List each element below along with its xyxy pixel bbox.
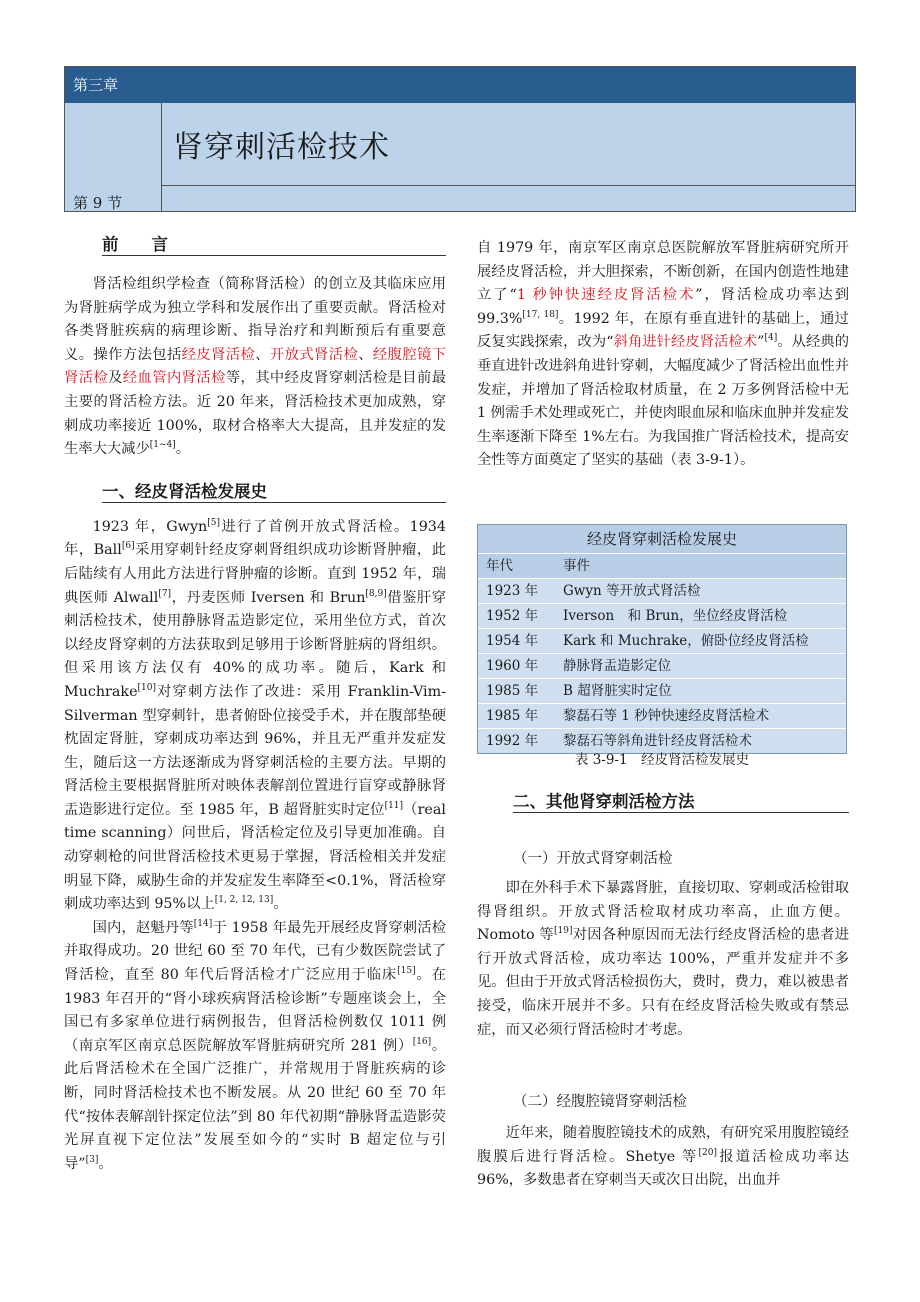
table-header-row — [478, 554, 846, 579]
right-column-bottom — [477, 790, 849, 1193]
text-run: 对因各种原因而无法行经皮肾活检的患者进行开放式肾活检，成功率达 100%，严重并发症并不多见。但由于开放式肾活检损伤大，费时，费力，难以被患者接受，临床开展并不多。只有在经皮肾活检失败或有禁忌症，而又必须行肾活检时才考虑。 — [477, 927, 850, 1038]
citation: [20] — [698, 1147, 717, 1158]
chapter-header — [64, 66, 856, 212]
text-run: 近年来，随着腹腔镜技术的成熟，有研究采用腹腔镜经腹膜后进行肾活检。Shetye 等 — [477, 1125, 849, 1165]
section1-paragraph-2 — [64, 917, 446, 1177]
text-run: 、 — [358, 346, 373, 363]
text-run: 报道活检成功率达 96%，多数患者在穿刺当天或次日出院，出血并 — [477, 1148, 850, 1189]
text-run: 。1992 年，在原有垂直进针的基础上，通过反复实践探索，改为“ — [477, 310, 849, 351]
section2-heading: 二、其他肾穿刺活检方法 — [477, 790, 849, 814]
table-cell-event: B 超肾脏实时定位 — [563, 683, 672, 699]
text-run: ”，肾活检成功率达到 99.3% — [477, 287, 849, 327]
text-run: ，丹麦医师 Iversen 和 Brun — [171, 589, 366, 606]
text-run: 。 — [175, 441, 191, 458]
text-run: 采用穿刺针经皮穿刺肾组织成功诊断肾肿瘤，此后陆续有人用此方法进行肾肿瘤的诊断。直到 1952 年，瑞典医师 Alwall — [64, 542, 446, 606]
citation: [17, 18] — [522, 310, 559, 321]
highlighted-term: 经腹腔镜下肾活检 — [64, 346, 447, 387]
table-row — [478, 704, 846, 729]
citation: [8,9] — [365, 588, 387, 599]
preface-heading: 前 言 — [64, 233, 446, 257]
text-run: 国内，赵魁丹等 — [92, 919, 194, 936]
text-run: 对穿刺方法作了改进：采用 Franklin-Vim-Silverman 型穿刺针，患者俯卧位接受手术，并在腹部垫硬枕固定肾脏，穿刺成功率达到 96%，并且无严重并发症发生，随后这一方法逐渐成为肾穿刺活检的主要方法。早期的肾活检主要根据肾脏所对映体表解剖位置进行盲穿或静脉肾盂造影进行定位。至 1985 年，B 超肾脏实时定位 — [64, 683, 446, 818]
table-cell-year: 1985 年 — [486, 683, 539, 699]
heading-underline — [513, 812, 849, 813]
highlighted-term: 经皮肾活检 — [181, 346, 256, 363]
section-label-cell — [65, 103, 162, 211]
chapter-label: 第三章 — [65, 67, 855, 103]
page-title: 肾穿刺活检技术 — [173, 130, 390, 165]
history-table — [477, 524, 847, 754]
table-row — [478, 679, 846, 704]
table-cell-event: 静脉肾盂造影定位 — [563, 658, 671, 674]
text-run: 1923 年，Gwyn — [92, 518, 208, 535]
text-run: （real time scanning）问世后，肾活检定位及引导更加准确。自动穿刺枪的问世肾活检技术更易于掌握，肾活检相关并发症明显下降，威胁生命的并发症发生率降至<0.1%，肾活检穿刺成功率达到 95%以上 — [64, 801, 446, 913]
open-biopsy-paragraph — [477, 877, 849, 1042]
table-row — [478, 604, 846, 629]
table-cell-year: 1985 年 — [486, 708, 539, 724]
citation: [11] — [384, 801, 404, 812]
section1-paragraph-1 — [64, 516, 446, 917]
table-cell-event: Gwyn 等开放式肾活检 — [563, 583, 701, 599]
text-run: 即在外科手术下暴露肾脏，直接切取、穿刺或活检钳取得肾组织。开放式肾活检取材成功率高，止血方便。Nomoto 等 — [477, 880, 849, 944]
table-row — [478, 654, 846, 679]
highlighted-term: 1 秒钟快速经皮肾活检术 — [516, 287, 696, 304]
citation: [10] — [137, 683, 157, 694]
table-caption: 表 3-9-1 经皮肾活检发展史 — [574, 752, 750, 768]
section-label: 第 9 节 — [73, 194, 123, 212]
text-run: 借鉴肝穿刺活检技术，使用静脉肾盂造影定位，采用坐位方式，首次以经皮肾穿刺的方法获取到足够用于诊断肾脏病的肾组织。但采用该方法仅有 40%的成功率。随后，Kark 和 Muchrake — [64, 589, 446, 700]
table-row — [478, 629, 846, 654]
table-body — [478, 579, 846, 753]
table-cell-year: 1992 年 — [486, 733, 539, 749]
text-run: 。 — [273, 896, 288, 913]
text-run: 于 1958 年最先开展经皮肾穿刺活检并取得成功。20 世纪 60 至 70 年代，已有少数医院尝试了肾活检，直至 80 年代后肾活检才广泛应用于临床 — [64, 919, 446, 984]
text-run: 。在 1983 年召开的“肾小球疾病肾活检诊断”专题座谈会上，全国已有多家单位进行病例报告，但肾活检例数仅 1011 例（南京军区南京总医院解放军肾脏病研究所 281 例） — [64, 967, 447, 1054]
heading-underline — [102, 502, 446, 503]
header-divider — [161, 185, 855, 186]
citation: [4] — [764, 333, 778, 344]
highlighted-term: 开放式肾活检 — [269, 346, 359, 363]
citation: [14] — [193, 919, 213, 930]
text-run: 。此后肾活检术在全国广泛推广，并常规用于肾脏疾病的诊断，同时肾活检技术也不断发展。从 20 世纪 60 至 70 年代“按体表解剖针探定位法”到 80 年代初期“静脉肾盂造影荧光屏直视下定位法”发展至如今的“实时 B 超定位与引导” — [64, 1037, 446, 1172]
text-run: 自 1979 年，南京军区南京总医院解放军肾脏病研究所开展经皮肾活检，并大胆探索，不断创新，在国内创造性地建立了“ — [477, 240, 849, 304]
subsection-open-biopsy: （一）开放式肾穿刺活检 — [513, 851, 673, 867]
section1-paragraph-3 — [477, 237, 849, 473]
left-column — [64, 233, 446, 1176]
table-cell-year: 1954 年 — [486, 633, 539, 649]
citation: [3] — [85, 1155, 99, 1166]
section1-heading: 一、经皮肾活检发展史 — [64, 480, 446, 504]
text-run: 等，其中经皮肾穿刺活检是目前最主要的肾活检方法。近 20 年来，肾活检技术更加成熟，穿刺成功率接近 100%，取材合格率大大提高，且并发症的发生率大大减少 — [64, 370, 447, 458]
text-run: 进行了首例开放式肾活检。1934 年，Ball — [64, 518, 446, 559]
text-run: 。 — [98, 1155, 113, 1172]
citation: [1, 2, 12, 13] — [214, 895, 274, 906]
text-run: ” — [757, 334, 765, 351]
highlighted-term: 经血管内肾活检 — [122, 370, 226, 387]
table-title: 经皮肾穿刺活检发展史 — [478, 525, 846, 554]
table-cell-year: 1960 年 — [486, 658, 539, 674]
citation: [1~4] — [149, 440, 176, 451]
laparoscopic-paragraph — [477, 1122, 849, 1193]
citation: [6] — [121, 541, 135, 552]
preface-paragraph — [64, 273, 446, 462]
heading-underline — [102, 255, 446, 256]
citation: [19] — [554, 926, 573, 937]
text-run: 。从经典的垂直进针改进斜角进针穿刺，大幅度减少了肾活检出血性并发症，并增加了肾活检取材质量，在 2 万多例肾活检中无 1 例需手术处理或死亡，并使肉眼血尿和临床血肿并发症发生率逐渐下降至 1%左右。为我国推广肾活检技术，提高安全性等方面奠定了坚实的基础（表 3-9-1）。 — [477, 334, 850, 469]
subsection-laparoscopic-biopsy: （二）经腹腔镜肾穿刺活检 — [513, 1094, 687, 1111]
table-header-event: 事件 — [563, 558, 590, 574]
table-cell-event: Kark 和 Muchrake，俯卧位经皮肾活检 — [563, 633, 809, 649]
text-run: 肾活检组织学检查（简称肾活检）的创立及其临床应用为肾脏病学成为独立学科和发展作出了重要贡献。肾活检对各类肾脏疾病的病理诊断、指导治疗和判断预后有重要意义。操作方法包括 — [64, 276, 446, 363]
text-run: 、 — [255, 346, 270, 363]
text-run: 及 — [108, 370, 123, 387]
table-header-year: 年代 — [486, 558, 513, 574]
table-cell-event: 黎磊石等斜角进针经皮肾活检术 — [563, 733, 752, 749]
citation: [16] — [412, 1037, 432, 1048]
table-row — [478, 579, 846, 604]
table-cell-year: 1923 年 — [486, 583, 539, 599]
right-column-top — [477, 237, 849, 473]
table-cell-event: 黎磊石等 1 秒钟快速经皮肾活检术 — [563, 708, 770, 724]
citation: [15] — [397, 966, 416, 977]
citation: [7] — [158, 588, 172, 599]
highlighted-term: 斜角进针经皮肾活检术 — [613, 334, 758, 351]
table-cell-event: Iverson 和 Brun，坐位经皮肾活检 — [563, 608, 788, 624]
citation: [5] — [207, 517, 220, 528]
table-cell-year: 1952 年 — [486, 608, 539, 624]
